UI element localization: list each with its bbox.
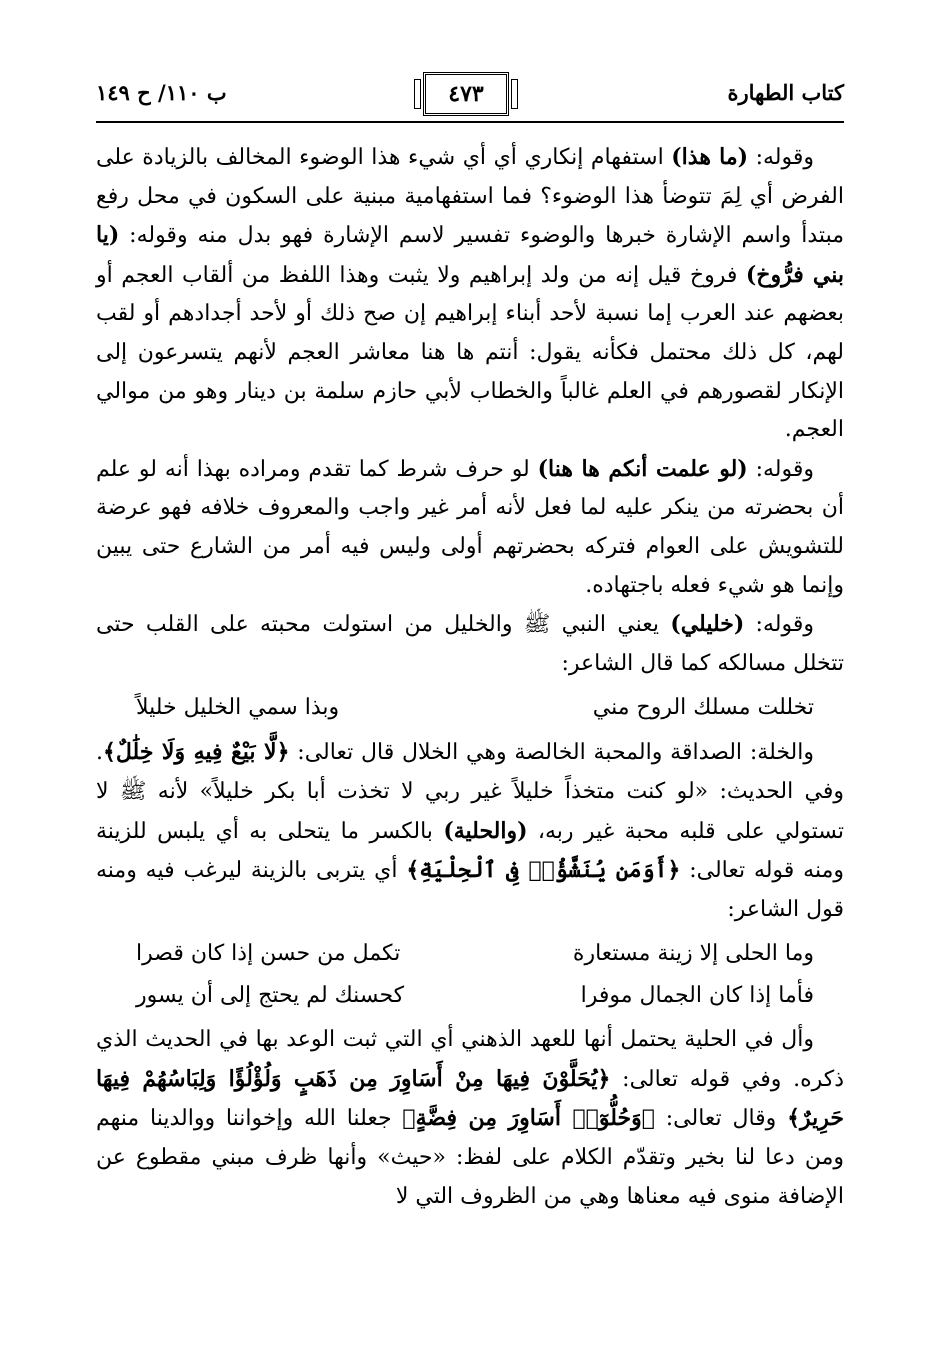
text-run: وأل في الحلية يحتمل أنها للعهد الذهني أي التي ثبت الوعد بها في الحديث الذي ذكره. وفي قوله تعالى:	[96, 1027, 844, 1092]
verse-hemistich-right: وما الحلى إلا زينة مستعارة	[572, 941, 814, 967]
bold-term: ﴿لَّا بَيْعٌ فِيهِ وَلَا خِلَٰلٌ﴾	[103, 739, 290, 766]
text-run: وقوله:	[748, 145, 814, 170]
paragraph	[96, 733, 844, 929]
bold-term: (لو علمت أنكم ها هنا)	[537, 455, 748, 482]
page-number: ٤٧٣	[423, 72, 509, 116]
verse-hemistich-right: فأما إذا كان الجمال موفرا	[580, 983, 814, 1009]
verse-line	[96, 933, 844, 975]
verse-line	[96, 687, 844, 729]
paragraph	[96, 450, 844, 605]
bold-term: (يا بني فرُّوخ)	[96, 222, 844, 288]
paragraph	[96, 1021, 844, 1216]
poem-verse-1	[96, 687, 844, 729]
page-header	[96, 72, 844, 122]
hadith-reference: ب ١١٠/ ح ١٤٩	[96, 80, 227, 105]
text-run: استفهام إنكاري أي أي شيء هذا الوضوء المخالف بالزيادة على الفرض أي لِمَ تتوضأ هذا الوضوء؟ فما استفهامية مبنية على السكون في محل رفع مبتدأ واسم الإشارة خبرها والوضوء تفسير لاسم الإشارة فهو بدل منه وقوله:	[96, 145, 844, 249]
bold-term: (ما هذا)	[671, 144, 749, 170]
bold-term: (خليلي)	[670, 611, 745, 638]
text-run: بالكسر ما يتحلى به أي يلبس للزينة ومنه قوله تعالى:	[96, 818, 844, 884]
bold-term: (والحلية)	[443, 817, 528, 844]
bold-term: ﴿يُحَلَّوْنَ فِيهَا مِنْ أَسَاوِرَ مِن ذَهَبٍ وَلُؤْلُؤًا وَلِبَاسُهُمْ فِيهَا حَرِيرٌ﴾	[96, 1065, 845, 1132]
bold-term: ﴿وَحُلُّوٓا۟ أَسَاوِرَ مِن فِضَّةٍ﴾	[402, 1105, 655, 1132]
paragraph	[96, 138, 844, 450]
verse-hemistich-left: كحسنك لم يحتج إلى أن يسور	[136, 983, 405, 1009]
verse-hemistich-left: تكمل من حسن إذا كان قصرا	[136, 941, 401, 967]
text-run: لو حرف شرط كما تقدم ومراده بهذا أنه لو علم أن بحضرته من ينكر عليه لما فعل لأنه أمر غير واجب والمعروف خلافه فهو عرضة للتشويش على العوام فتركه بحضرتهم أولى وليس فيه أمر من الشارع حتى يبين وإنما هو شيء فعله باجتهاده.	[96, 456, 844, 598]
text-run: جعلنا الله وإخواننا ووالدينا منهم ومن دعا لنا بخير وتقدّم الكلام على لفظ: «حيث» وأنها ظرف مبني مقطوع عن الإضافة منوى فيه معناها وهي من الظروف التي لا	[96, 1106, 844, 1209]
text-run: والخلة: الصداقة والمحبة الخالصة وهي الخلال قال تعالى:	[289, 740, 814, 766]
text-run: يعني النبي ﷺ والخليل من استولت محبته على القلب حتى تتخلل مسالكه كما قال الشاعر:	[96, 612, 844, 676]
text-run: فروخ قيل إنه من ولد إبراهيم ولا يثبت وهذا اللفظ من ألقاب العجم أو بعضهم عند العرب إما نسبة لأحد أبناء إبراهيم إن صح ذلك أو لأحد أجدادهم أو لقب لهم، كل ذلك محتمل فكأنه يقول: أنتم ها هنا معاشر العجم لأنهم يتسرعون إلى الإنكار لقصورهم في العلم غالباً والخطاب لأبي حازم سلمة بن دينار وهو من موالي العجم.	[96, 262, 844, 443]
verse-line	[96, 975, 844, 1017]
bold-term: ﴿أَوَمَن يُنَشَّؤُا۟ فِى ٱلْحِلْيَةِ﴾	[406, 857, 681, 884]
book-title: كتاب الطهارة	[727, 80, 844, 105]
verse-hemistich-left: وبذا سمي الخليل خليلاً	[136, 695, 340, 721]
header-rule	[96, 121, 844, 123]
text-run: . وفي الحديث: «لو كنت متخذاً خليلاً غير ربي لا تخذت أبا بكر خليلاً» لأنه ﷺ لا تستولي على قلبه محبة غير ربه،	[96, 740, 844, 844]
poem-verse-2	[96, 933, 844, 1017]
text-run: وقوله:	[744, 612, 814, 638]
text-run: وقوله:	[747, 456, 814, 482]
text-run: أي يتربى بالزينة ليرغب فيه ومنه قول الشاعر:	[96, 858, 844, 922]
verse-hemistich-right: تخللت مسلك الروح مني	[592, 695, 814, 721]
page-body	[96, 138, 844, 1216]
paragraph	[96, 605, 844, 683]
text-run: وقال تعالى:	[654, 1106, 788, 1132]
